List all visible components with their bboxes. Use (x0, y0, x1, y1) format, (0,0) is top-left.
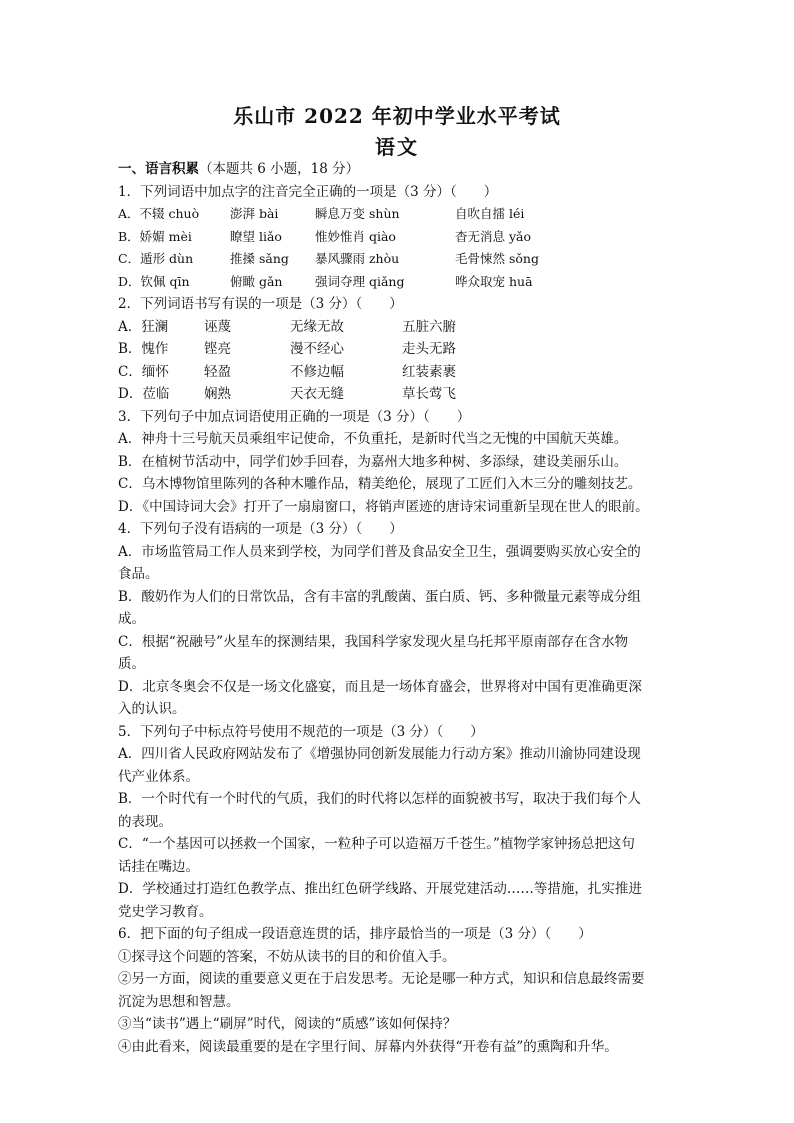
question-5-option-d-cont: 党史学习教育。 (118, 903, 213, 920)
subject-title: 语文 (375, 135, 419, 159)
question-3-option-c: C．乌木博物馆里陈列的各种木雕作品，精美绝伦，展现了工匠们入木三分的雕刻技艺。 (118, 476, 642, 492)
question-5-option-c: C．“一个基因可以拯救一个国家，一粒种子可以造福万千苍生。”植物学家钟扬总把这句 (118, 836, 635, 852)
question-2-option-a: A．狂澜 诬蔑 无缘无故 五脏六腑 (118, 318, 456, 335)
page-title: 乐山市 2022 年初中学业水平考试 (233, 104, 561, 128)
question-2-option-d: D．莅临 娴熟 天衣无缝 草长莺飞 (118, 386, 456, 402)
section-note: （本题共 6 小题，18 分） (199, 161, 360, 177)
question-1-option-a: A．不辍 chuò 澎湃 bài 瞬息万变 shùn 自吹自擂 léi (118, 206, 525, 221)
question-3-option-b: B．在植树节活动中，同学们妙手回春，为嘉州大地多种树、多添绿，建设美丽乐山。 (118, 453, 628, 470)
question-4-option-b: B．酸奶作为人们的日常饮品，含有丰富的乳酸菌、蛋白质、钙、多种微量元素等成分组 (118, 588, 641, 605)
question-6-sentence-4: ④由此看来，阅读最重要的是在字里行间、屏幕内外获得“开卷有益”的熏陶和升华。 (118, 1038, 618, 1055)
question-3-option-d: D．《中国诗词大会》打开了一扇扇窗口，将销声匿迹的唐诗宋词重新呈现在世人的眼前。 (118, 498, 649, 515)
question-2-stem: 2．下列词语书写有误的一项是（3 分）（ ） (118, 296, 403, 312)
question-5-option-c-cont: 话挂在嘴边。 (118, 858, 199, 875)
question-3-option-a: A．神舟十三号航天员乘组牢记使命，不负重托，是新时代当之无愧的中国航天英雄。 (118, 431, 628, 447)
question-6-sentence-3: ③当“读书”遇上“刷屏”时代，阅读的“质感”该如何保持？ (118, 1016, 457, 1032)
question-6-sentence-2-cont: 沉淀为思想和智慧。 (118, 993, 240, 1010)
exam-content (118, 158, 680, 1058)
question-1-option-c: C．遁形 dùn 推搡 sǎng 暴风骤雨 zhòu 毛骨悚然 sǒng (118, 251, 539, 266)
question-6-sentence-2: ②另一方面，阅读的重要意义更在于启发思考。无论是哪一种方式，知识和信息最终需要 (118, 971, 645, 987)
section-title: 一、语言积累 (118, 161, 199, 177)
section-heading (118, 158, 680, 181)
question-4-option-c-cont: 质。 (118, 656, 145, 672)
question-6-sentence-1: ①探寻这个问题的答案，不妨从读书的目的和价值入手。 (118, 948, 456, 965)
question-5-option-b-cont: 的表现。 (118, 813, 172, 830)
question-5-option-d: D．学校通过打造红色教学点、推出红色研学线路、开展党建活动……等措施，扎实推进 (118, 881, 642, 897)
question-3-stem: 3．下列句子中加点词语使用正确的一项是（3 分）（ ） (118, 408, 471, 425)
question-1-option-b: B．娇媚 mèi 瞭望 liǎo 惟妙惟肖 qiào 杳无消息 yǎo (118, 228, 532, 244)
question-4-stem: 4．下列句子没有语病的一项是（3 分）（ ） (118, 521, 403, 537)
question-5-option-a-cont: 代产业体系。 (118, 768, 199, 785)
question-5-option-b: B．一个时代有一个时代的气质，我们的时代将以怎样的面貌被书写，取决于我们每个人 (118, 791, 641, 807)
question-4-option-c: C．根据“祝融号”火星车的探测结果，我国科学家发现火星乌托邦平原南部存在含水物 (118, 633, 629, 650)
question-2-option-c: C．缅怀 轻盈 不修边幅 红装素裹 (118, 363, 456, 380)
question-4-option-d-cont: 入的认识。 (118, 701, 186, 717)
question-5-stem: 5．下列句子中标点符号使用不规范的一项是（3 分）（ ） (118, 723, 484, 740)
question-4-option-d: D．北京冬奥会不仅是一场文化盛宴，而且是一场体育盛会，世界将对中国有更准确更深 (118, 678, 642, 695)
question-6-stem: 6．把下面的句子组成一段语意连贯的话，排序最恰当的一项是（3 分）（ ） (118, 926, 592, 942)
question-4-option-a: A．市场监管局工作人员来到学校，为同学们普及食品安全卫生，强调要购买放心安全的 (118, 543, 641, 560)
question-4-option-b-cont: 成。 (118, 611, 145, 627)
question-5-option-a: A．四川省人民政府网站发布了《增强协同创新发展能力行动方案》推动川渝协同建设现 (118, 746, 641, 762)
question-1-stem: 1．下列词语中加点字的注音完全正确的一项是（3 分）（ ） (118, 183, 498, 200)
question-1-option-d: D．钦佩 qīn 俯瞰 gǎn 强词夺理 qiǎng 哗众取宠 huā (118, 273, 533, 289)
question-4-option-a-cont: 食品。 (118, 566, 159, 582)
question-2-option-b: B．愧作 铿亮 漫不经心 走头无路 (118, 341, 456, 357)
